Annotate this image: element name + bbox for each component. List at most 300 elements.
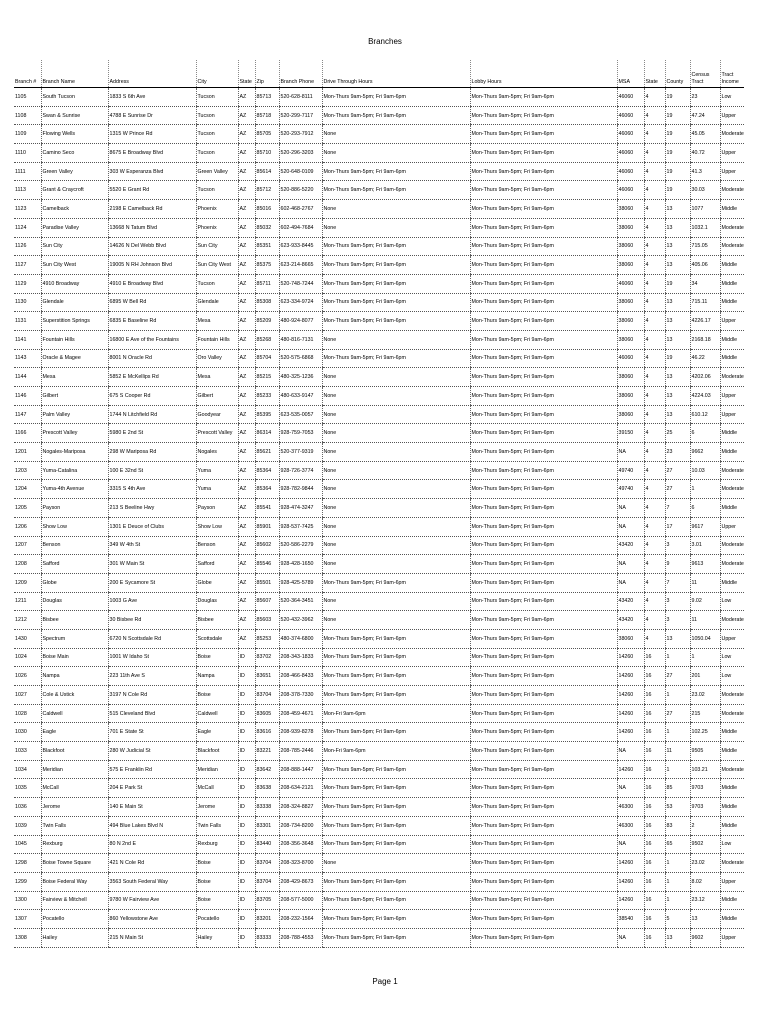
- cell-county: 13: [665, 312, 690, 331]
- table-row: [14, 387, 744, 406]
- cell-state-code: 4: [644, 387, 665, 406]
- cell-tract-income: Middle: [720, 573, 744, 592]
- table-row: [14, 330, 744, 349]
- cell-branch-phone: 480-374-6800: [279, 629, 322, 648]
- cell-lobby-hours: Mon-Thurs 9am-5pm; Fri 9am-6pm: [470, 368, 617, 387]
- cell-branch-number: 1131: [14, 312, 41, 331]
- cell-branch-number: 1298: [14, 854, 41, 873]
- cell-zip: 85395: [255, 405, 279, 424]
- cell-city: Blackfoot: [196, 742, 238, 761]
- cell-tract-income: Low: [720, 648, 744, 667]
- cell-branch-name: Hailey: [41, 928, 108, 947]
- cell-state: AZ: [238, 181, 255, 200]
- cell-address: 5520 E Grant Rd: [108, 181, 196, 200]
- cell-city: Phoenix: [196, 218, 238, 237]
- cell-lobby-hours: Mon-Thurs 9am-5pm; Fri 9am-6pm: [470, 779, 617, 798]
- cell-branch-name: Safford: [41, 555, 108, 574]
- cell-msa: 14260: [617, 891, 644, 910]
- cell-branch-phone: 520-886-5220: [279, 181, 322, 200]
- cell-county: 7: [665, 499, 690, 518]
- cell-msa: 49740: [617, 480, 644, 499]
- cell-drive-through-hours: Mon-Fri 9am-6pm: [322, 704, 470, 723]
- cell-state: AZ: [238, 88, 255, 107]
- cell-census-tract: 46.22: [690, 349, 720, 368]
- cell-branch-name: Rexburg: [41, 835, 108, 854]
- cell-city: Sun City: [196, 237, 238, 256]
- column-header-census-tract: Census Tract: [690, 60, 720, 88]
- cell-zip: 85308: [255, 293, 279, 312]
- cell-census-tract: 2168.18: [690, 330, 720, 349]
- cell-drive-through-hours: Mon-Thurs 9am-5pm; Fri 9am-6pm: [322, 891, 470, 910]
- cell-state-code: 4: [644, 536, 665, 555]
- cell-branch-number: 1208: [14, 555, 41, 574]
- cell-census-tract: 23.12: [690, 891, 720, 910]
- cell-zip: 83705: [255, 891, 279, 910]
- cell-branch-number: 1166: [14, 424, 41, 443]
- cell-address: 6895 W Bell Rd: [108, 293, 196, 312]
- cell-lobby-hours: Mon-Thurs 9am-5pm; Fri 9am-6pm: [470, 499, 617, 518]
- cell-drive-through-hours: None: [322, 517, 470, 536]
- cell-tract-income: Moderate: [720, 536, 744, 555]
- cell-lobby-hours: Mon-Thurs 9am-5pm; Fri 9am-6pm: [470, 237, 617, 256]
- cell-drive-through-hours: Mon-Thurs 9am-5pm; Fri 9am-6pm: [322, 798, 470, 817]
- cell-tract-income: Upper: [720, 629, 744, 648]
- cell-tract-income: Moderate: [720, 218, 744, 237]
- cell-lobby-hours: Mon-Thurs 9am-5pm; Fri 9am-6pm: [470, 144, 617, 163]
- cell-msa: 39150: [617, 424, 644, 443]
- cell-tract-income: Low: [720, 667, 744, 686]
- cell-county: 27: [665, 667, 690, 686]
- cell-state-code: 16: [644, 928, 665, 947]
- cell-address: 494 Blue Lakes Blvd N: [108, 816, 196, 835]
- cell-state-code: 4: [644, 330, 665, 349]
- cell-tract-income: Moderate: [720, 125, 744, 144]
- cell-state-code: 4: [644, 555, 665, 574]
- cell-census-tract: 405.06: [690, 256, 720, 275]
- cell-city: Bisbee: [196, 611, 238, 630]
- cell-drive-through-hours: None: [322, 368, 470, 387]
- cell-branch-name: Sun City: [41, 237, 108, 256]
- cell-drive-through-hours: Mon-Thurs 9am-5pm; Fri 9am-6pm: [322, 686, 470, 705]
- cell-msa: 38060: [617, 312, 644, 331]
- cell-county: 13: [665, 218, 690, 237]
- column-header-zip: Zip: [255, 60, 279, 88]
- cell-state: ID: [238, 723, 255, 742]
- cell-census-tract: 11: [690, 611, 720, 630]
- cell-branch-number: 1129: [14, 274, 41, 293]
- cell-city: Boise: [196, 686, 238, 705]
- cell-address: 223 11th Ave S: [108, 667, 196, 686]
- cell-branch-phone: 480-924-8077: [279, 312, 322, 331]
- table-body: [14, 88, 744, 948]
- cell-address: 675 S Cooper Rd: [108, 387, 196, 406]
- cell-zip: 85016: [255, 200, 279, 219]
- cell-branch-number: 1209: [14, 573, 41, 592]
- cell-drive-through-hours: None: [322, 480, 470, 499]
- cell-branch-name: Boise Towne Square: [41, 854, 108, 873]
- cell-msa: 46300: [617, 798, 644, 817]
- cell-drive-through-hours: None: [322, 405, 470, 424]
- cell-tract-income: Middle: [720, 891, 744, 910]
- table-row: [14, 573, 744, 592]
- cell-state: AZ: [238, 387, 255, 406]
- cell-zip: 83440: [255, 835, 279, 854]
- cell-lobby-hours: Mon-Thurs 9am-5pm; Fri 9am-6pm: [470, 928, 617, 947]
- cell-address: 4910 E Broadway Blvd: [108, 274, 196, 293]
- cell-state-code: 4: [644, 237, 665, 256]
- cell-lobby-hours: Mon-Thurs 9am-5pm; Fri 9am-6pm: [470, 274, 617, 293]
- table-row: [14, 891, 744, 910]
- cell-drive-through-hours: Mon-Thurs 9am-5pm; Fri 9am-6pm: [322, 835, 470, 854]
- cell-msa: 38060: [617, 256, 644, 275]
- cell-address: 515 Cleveland Blvd: [108, 704, 196, 723]
- cell-drive-through-hours: Mon-Thurs 9am-5pm; Fri 9am-6pm: [322, 106, 470, 125]
- cell-city: Fountain Hills: [196, 330, 238, 349]
- cell-census-tract: 41.3: [690, 162, 720, 181]
- cell-branch-number: 1033: [14, 742, 41, 761]
- cell-drive-through-hours: Mon-Thurs 9am-5pm; Fri 9am-6pm: [322, 816, 470, 835]
- cell-branch-number: 1206: [14, 517, 41, 536]
- cell-zip: 85268: [255, 330, 279, 349]
- cell-state: ID: [238, 928, 255, 947]
- cell-census-tract: 1077: [690, 200, 720, 219]
- cell-branch-name: Benson: [41, 536, 108, 555]
- cell-branch-phone: 928-759-7053: [279, 424, 322, 443]
- cell-city: Green Valley: [196, 162, 238, 181]
- cell-lobby-hours: Mon-Thurs 9am-5pm; Fri 9am-6pm: [470, 686, 617, 705]
- cell-branch-number: 1030: [14, 723, 41, 742]
- cell-lobby-hours: Mon-Thurs 9am-5pm; Fri 9am-6pm: [470, 461, 617, 480]
- table-row: [14, 910, 744, 929]
- cell-county: 19: [665, 106, 690, 125]
- cell-lobby-hours: Mon-Thurs 9am-5pm; Fri 9am-6pm: [470, 611, 617, 630]
- cell-state: ID: [238, 686, 255, 705]
- cell-city: Tucson: [196, 106, 238, 125]
- cell-lobby-hours: Mon-Thurs 9am-5pm; Fri 9am-6pm: [470, 424, 617, 443]
- cell-branch-phone: 208-734-8200: [279, 816, 322, 835]
- cell-drive-through-hours: Mon-Fri 9am-6pm: [322, 742, 470, 761]
- cell-zip: 83605: [255, 704, 279, 723]
- cell-zip: 85215: [255, 368, 279, 387]
- cell-city: Scottsdale: [196, 629, 238, 648]
- cell-tract-income: Moderate: [720, 611, 744, 630]
- cell-state: AZ: [238, 218, 255, 237]
- cell-branch-number: 1308: [14, 928, 41, 947]
- cell-drive-through-hours: None: [322, 218, 470, 237]
- cell-county: 1: [665, 686, 690, 705]
- cell-address: 140 E Main St: [108, 798, 196, 817]
- cell-city: Yuma: [196, 480, 238, 499]
- cell-county: 5: [665, 910, 690, 929]
- cell-tract-income: Middle: [720, 798, 744, 817]
- table-row: [14, 760, 744, 779]
- cell-address: 3563 South Federal Way: [108, 872, 196, 891]
- table-row: [14, 816, 744, 835]
- cell-drive-through-hours: Mon-Thurs 9am-5pm; Fri 9am-6pm: [322, 872, 470, 891]
- cell-address: 3197 N Cole Rd: [108, 686, 196, 705]
- cell-state-code: 16: [644, 704, 665, 723]
- cell-branch-name: Yuma-Catalina: [41, 461, 108, 480]
- cell-address: 19005 N RH Johnson Blvd: [108, 256, 196, 275]
- cell-tract-income: Middle: [720, 723, 744, 742]
- cell-county: 1: [665, 648, 690, 667]
- cell-msa: NA: [617, 555, 644, 574]
- cell-branch-name: Meridian: [41, 760, 108, 779]
- cell-branch-name: Camelback: [41, 200, 108, 219]
- table-row: [14, 555, 744, 574]
- cell-state: AZ: [238, 629, 255, 648]
- table-row: [14, 742, 744, 761]
- table-row: [14, 200, 744, 219]
- cell-zip: 83338: [255, 798, 279, 817]
- cell-state-code: 4: [644, 144, 665, 163]
- cell-state: AZ: [238, 499, 255, 518]
- cell-branch-name: Grant & Craycroft: [41, 181, 108, 200]
- cell-city: Yuma: [196, 461, 238, 480]
- cell-county: 53: [665, 798, 690, 817]
- cell-zip: 83704: [255, 686, 279, 705]
- page-footer: Page 1: [372, 977, 398, 986]
- cell-branch-phone: 928-425-5789: [279, 573, 322, 592]
- cell-zip: 83704: [255, 872, 279, 891]
- cell-address: 30 Bisbee Rd: [108, 611, 196, 630]
- cell-tract-income: Moderate: [720, 237, 744, 256]
- cell-tract-income: Moderate: [720, 555, 744, 574]
- cell-lobby-hours: Mon-Thurs 9am-5pm; Fri 9am-6pm: [470, 517, 617, 536]
- cell-address: 860 Yellowstone Ave: [108, 910, 196, 929]
- cell-tract-income: Upper: [720, 928, 744, 947]
- cell-branch-name: Swan & Sunrise: [41, 106, 108, 125]
- cell-branch-phone: 208-577-5000: [279, 891, 322, 910]
- cell-branch-number: 1027: [14, 686, 41, 705]
- cell-branch-number: 1146: [14, 387, 41, 406]
- cell-branch-phone: 480-633-9147: [279, 387, 322, 406]
- cell-branch-phone: 208-343-1833: [279, 648, 322, 667]
- cell-city: Prescott Valley: [196, 424, 238, 443]
- cell-branch-phone: 520-575-6868: [279, 349, 322, 368]
- cell-branch-number: 1299: [14, 872, 41, 891]
- cell-address: 14626 N Del Webb Blvd: [108, 237, 196, 256]
- cell-branch-number: 1147: [14, 405, 41, 424]
- cell-branch-name: Camino Seco: [41, 144, 108, 163]
- cell-lobby-hours: Mon-Thurs 9am-5pm; Fri 9am-6pm: [470, 200, 617, 219]
- cell-state-code: 16: [644, 854, 665, 873]
- cell-lobby-hours: Mon-Thurs 9am-5pm; Fri 9am-6pm: [470, 443, 617, 462]
- cell-branch-name: Globe: [41, 573, 108, 592]
- cell-branch-phone: 520-648-0109: [279, 162, 322, 181]
- cell-state: ID: [238, 667, 255, 686]
- cell-county: 13: [665, 928, 690, 947]
- cell-zip: 85233: [255, 387, 279, 406]
- cell-branch-phone: 623-933-8445: [279, 237, 322, 256]
- cell-branch-name: Douglas: [41, 592, 108, 611]
- cell-drive-through-hours: Mon-Thurs 9am-5pm; Fri 9am-6pm: [322, 760, 470, 779]
- cell-lobby-hours: Mon-Thurs 9am-5pm; Fri 9am-6pm: [470, 592, 617, 611]
- cell-state: AZ: [238, 592, 255, 611]
- cell-lobby-hours: Mon-Thurs 9am-5pm; Fri 9am-6pm: [470, 218, 617, 237]
- cell-census-tract: 1: [690, 480, 720, 499]
- cell-state: ID: [238, 798, 255, 817]
- cell-address: 215 N Main St: [108, 928, 196, 947]
- cell-city: Tucson: [196, 144, 238, 163]
- cell-lobby-hours: Mon-Thurs 9am-5pm; Fri 9am-6pm: [470, 648, 617, 667]
- cell-branch-name: South Tucson: [41, 88, 108, 107]
- table-row: [14, 611, 744, 630]
- cell-branch-number: 1127: [14, 256, 41, 275]
- cell-tract-income: Middle: [720, 424, 744, 443]
- cell-city: Oro Valley: [196, 349, 238, 368]
- cell-state: AZ: [238, 200, 255, 219]
- cell-state-code: 4: [644, 629, 665, 648]
- cell-branch-phone: 928-537-7425: [279, 517, 322, 536]
- column-header-state-code: State: [644, 60, 665, 88]
- cell-branch-name: Show Low: [41, 517, 108, 536]
- cell-drive-through-hours: Mon-Thurs 9am-5pm; Fri 9am-6pm: [322, 928, 470, 947]
- table-row: [14, 517, 744, 536]
- cell-state-code: 4: [644, 517, 665, 536]
- cell-branch-number: 1211: [14, 592, 41, 611]
- cell-state: ID: [238, 648, 255, 667]
- cell-state: AZ: [238, 237, 255, 256]
- cell-branch-phone: 208-232-1564: [279, 910, 322, 929]
- cell-drive-through-hours: Mon-Thurs 9am-5pm; Fri 9am-6pm: [322, 181, 470, 200]
- cell-county: 83: [665, 816, 690, 835]
- cell-zip: 85501: [255, 573, 279, 592]
- cell-branch-number: 1111: [14, 162, 41, 181]
- cell-county: 1: [665, 760, 690, 779]
- cell-msa: 46060: [617, 274, 644, 293]
- cell-census-tract: 715.05: [690, 237, 720, 256]
- table-row: [14, 274, 744, 293]
- cell-zip: 83702: [255, 648, 279, 667]
- cell-branch-name: Blackfoot: [41, 742, 108, 761]
- table-row: [14, 293, 744, 312]
- table-row: [14, 349, 744, 368]
- cell-state: AZ: [238, 443, 255, 462]
- cell-branch-phone: 208-459-4671: [279, 704, 322, 723]
- cell-address: 301 W Main St: [108, 555, 196, 574]
- cell-lobby-hours: Mon-Thurs 9am-5pm; Fri 9am-6pm: [470, 723, 617, 742]
- cell-state: AZ: [238, 106, 255, 125]
- cell-census-tract: 4224.03: [690, 387, 720, 406]
- cell-state: ID: [238, 910, 255, 929]
- cell-branch-name: Eagle: [41, 723, 108, 742]
- cell-branch-phone: 520-586-2279: [279, 536, 322, 555]
- cell-branch-phone: 208-323-8700: [279, 854, 322, 873]
- cell-msa: 38060: [617, 237, 644, 256]
- cell-msa: NA: [617, 928, 644, 947]
- table-row: [14, 480, 744, 499]
- cell-state-code: 16: [644, 723, 665, 742]
- cell-tract-income: Low: [720, 835, 744, 854]
- cell-branch-phone: 520-377-9319: [279, 443, 322, 462]
- cell-state: ID: [238, 760, 255, 779]
- cell-address: 100 E 32nd St: [108, 461, 196, 480]
- page-title: Branches: [368, 37, 402, 46]
- cell-state: AZ: [238, 424, 255, 443]
- table-header-row: [14, 60, 744, 88]
- cell-state: AZ: [238, 274, 255, 293]
- column-header-branch-phone: Branch Phone: [279, 60, 322, 88]
- cell-tract-income: Moderate: [720, 368, 744, 387]
- cell-census-tract: 9502: [690, 835, 720, 854]
- cell-census-tract: 9662: [690, 443, 720, 462]
- cell-branch-name: Green Valley: [41, 162, 108, 181]
- cell-state-code: 4: [644, 293, 665, 312]
- cell-zip: 85032: [255, 218, 279, 237]
- cell-census-tract: 4226.17: [690, 312, 720, 331]
- cell-branch-phone: 208-634-2121: [279, 779, 322, 798]
- cell-drive-through-hours: None: [322, 125, 470, 144]
- cell-branch-phone: 520-296-3203: [279, 144, 322, 163]
- cell-tract-income: Upper: [720, 387, 744, 406]
- cell-branch-number: 1123: [14, 200, 41, 219]
- cell-state-code: 4: [644, 461, 665, 480]
- cell-tract-income: Low: [720, 592, 744, 611]
- cell-drive-through-hours: None: [322, 461, 470, 480]
- cell-branch-name: Caldwell: [41, 704, 108, 723]
- table-row: [14, 779, 744, 798]
- cell-census-tract: 1: [690, 648, 720, 667]
- cell-census-tract: 13: [690, 910, 720, 929]
- column-header-city: City: [196, 60, 238, 88]
- cell-city: Tucson: [196, 88, 238, 107]
- cell-drive-through-hours: Mon-Thurs 9am-5pm; Fri 9am-6pm: [322, 629, 470, 648]
- cell-msa: 38060: [617, 405, 644, 424]
- cell-branch-name: Boise Main: [41, 648, 108, 667]
- cell-branch-name: Sun City West: [41, 256, 108, 275]
- table-row: [14, 928, 744, 947]
- cell-branch-phone: 520-432-3962: [279, 611, 322, 630]
- cell-city: Boise: [196, 648, 238, 667]
- cell-city: Jerome: [196, 798, 238, 817]
- cell-tract-income: Upper: [720, 162, 744, 181]
- cell-msa: 14260: [617, 723, 644, 742]
- cell-census-tract: 9613: [690, 555, 720, 574]
- cell-tract-income: Middle: [720, 499, 744, 518]
- cell-county: 25: [665, 424, 690, 443]
- cell-zip: 85711: [255, 274, 279, 293]
- cell-tract-income: Middle: [720, 816, 744, 835]
- cell-census-tract: 6: [690, 424, 720, 443]
- cell-branch-number: 1144: [14, 368, 41, 387]
- cell-census-tract: 4202.06: [690, 368, 720, 387]
- column-header-state: State: [238, 60, 255, 88]
- table-row: [14, 592, 744, 611]
- cell-state-code: 4: [644, 443, 665, 462]
- cell-branch-name: Nogales-Mariposa: [41, 443, 108, 462]
- cell-lobby-hours: Mon-Thurs 9am-5pm; Fri 9am-6pm: [470, 760, 617, 779]
- cell-address: 1744 N Litchfield Rd: [108, 405, 196, 424]
- cell-branch-name: 4910 Broadway: [41, 274, 108, 293]
- cell-county: 3: [665, 592, 690, 611]
- cell-state: AZ: [238, 349, 255, 368]
- cell-drive-through-hours: None: [322, 536, 470, 555]
- cell-branch-name: Boise Federal Way: [41, 872, 108, 891]
- cell-branch-name: Oracle & Magee: [41, 349, 108, 368]
- table-row: [14, 237, 744, 256]
- cell-zip: 83642: [255, 760, 279, 779]
- cell-state: AZ: [238, 611, 255, 630]
- cell-lobby-hours: Mon-Thurs 9am-5pm; Fri 9am-6pm: [470, 405, 617, 424]
- cell-zip: 85621: [255, 443, 279, 462]
- cell-drive-through-hours: Mon-Thurs 9am-5pm; Fri 9am-6pm: [322, 162, 470, 181]
- cell-census-tract: 103.21: [690, 760, 720, 779]
- cell-branch-phone: 602-494-7684: [279, 218, 322, 237]
- cell-branch-phone: 928-428-1650: [279, 555, 322, 574]
- cell-address: 575 E Franklin Rd: [108, 760, 196, 779]
- cell-branch-name: Fountain Hills: [41, 330, 108, 349]
